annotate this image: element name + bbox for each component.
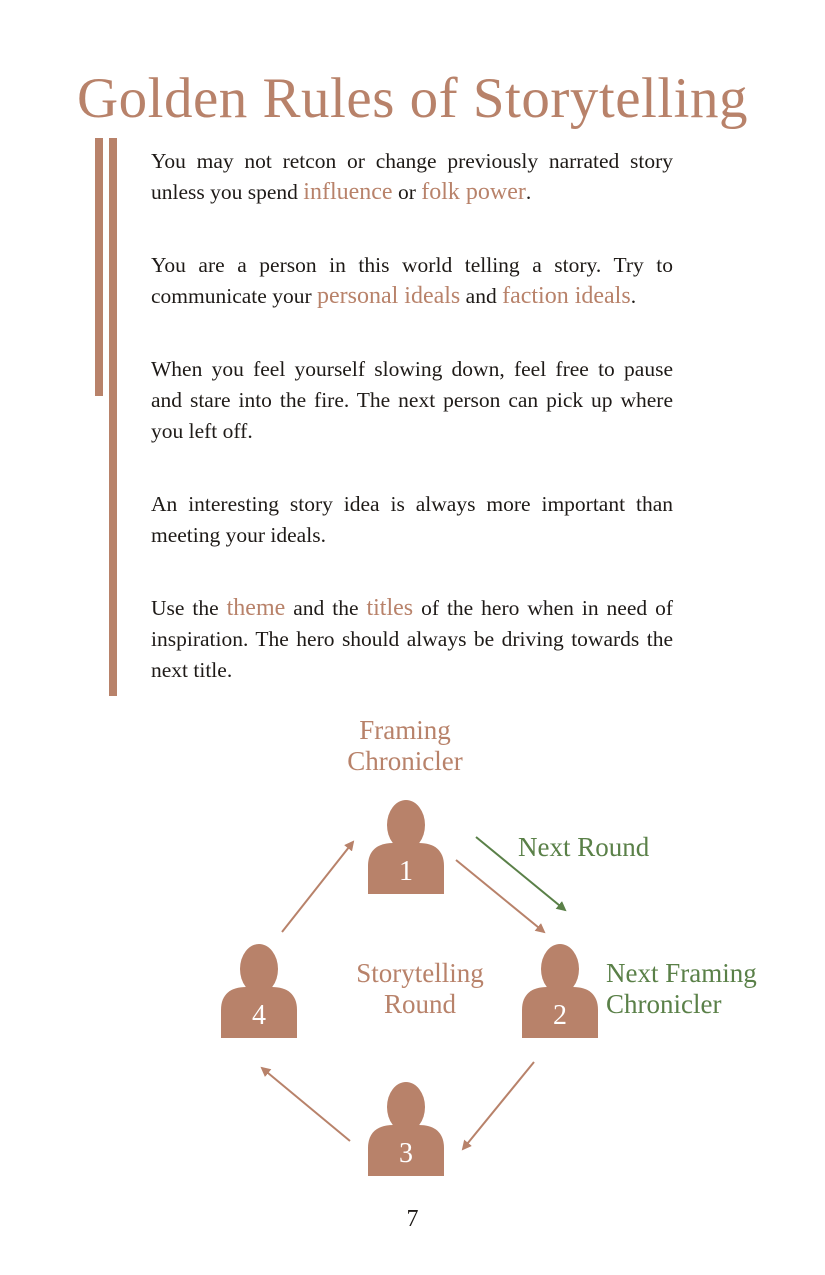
- player-number: 1: [399, 856, 413, 887]
- term-personal-ideals: personal ideals: [316, 283, 461, 309]
- player-number: 4: [252, 1000, 266, 1031]
- arrow-4-to-1: [282, 842, 353, 932]
- player-number: 3: [399, 1138, 413, 1169]
- term-folk-power: folk power: [421, 179, 526, 205]
- rule-text: You are a person in this world telling a story. Try to communicate your: [151, 253, 673, 308]
- rule-text: .: [525, 180, 532, 204]
- rule-text: of the hero when in need of inspiration. The hero should always be driving towards the next title.: [151, 596, 673, 682]
- page-title: Golden Rules of Storytelling: [76, 67, 749, 130]
- arrow-2-to-3: [463, 1062, 534, 1149]
- next-framing-chronicler-label: [606, 958, 786, 1020]
- rule-1: [151, 146, 673, 208]
- rule-text: You may not retcon or change previously narrated story unless you spend: [151, 149, 673, 204]
- storytelling-round-label: [340, 958, 500, 1020]
- rule-text: or: [392, 180, 422, 204]
- rule-text: .: [630, 284, 637, 308]
- label-line: Next Framing: [606, 958, 757, 988]
- player-number: 2: [553, 1000, 567, 1031]
- rule-text: An interesting story idea is always more important than meeting your ideals.: [151, 492, 673, 547]
- storytelling-round-diagram: [0, 700, 825, 1200]
- arrow-1-to-2: [456, 860, 544, 932]
- rule-text: and: [460, 284, 503, 308]
- decorative-bar-short: [95, 138, 103, 396]
- rule-text: When you feel yourself slowing down, feel free to pause and stare into the fire. The next person can pick up where you left off.: [151, 357, 673, 443]
- label-line: Chronicler: [606, 989, 722, 1019]
- player-2: [522, 942, 598, 1038]
- next-round-label: Next Round: [518, 832, 650, 862]
- arrow-3-to-4: [262, 1068, 350, 1141]
- rule-5: [151, 593, 673, 686]
- label-line: Storytelling: [356, 958, 484, 988]
- term-influence: influence: [303, 179, 393, 205]
- framing-chronicler-label: [330, 715, 480, 777]
- rule-text: Use the: [151, 596, 227, 620]
- label-line: Chronicler: [347, 746, 463, 776]
- rule-4: [151, 489, 673, 551]
- term-theme: theme: [226, 595, 286, 621]
- rule-3: [151, 354, 673, 447]
- term-faction-ideals: faction ideals: [502, 283, 631, 309]
- rule-2: [151, 250, 673, 312]
- label-line: Framing: [359, 715, 451, 745]
- label-line: Round: [383, 989, 456, 1019]
- player-3: [368, 1080, 444, 1176]
- decorative-bar-long: [109, 138, 117, 696]
- player-4: [221, 942, 297, 1038]
- rule-text: and the: [285, 596, 367, 620]
- page-number: 7: [406, 1206, 419, 1232]
- term-titles: titles: [366, 595, 414, 621]
- player-1: [368, 798, 444, 894]
